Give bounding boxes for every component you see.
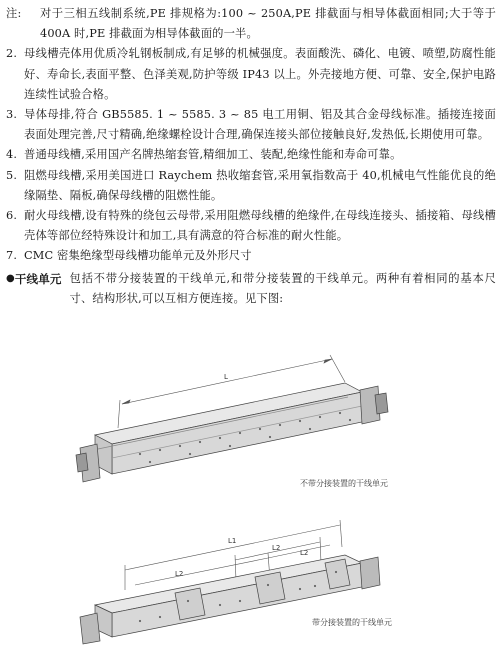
dimension-label-L: L — [224, 373, 228, 381]
section-description: 包括不带分接装置的干线单元,和带分接装置的干线单元。两种有着相同的基本尺寸、结构形状,可以互相方便连接。见下图: — [69, 271, 496, 305]
list-item — [6, 206, 496, 246]
figure-unit-without-tap — [0, 350, 500, 500]
list-item-number: 2. — [6, 47, 18, 61]
list-item — [6, 166, 496, 206]
list-item-text: CMC 密集绝缘型母线槽功能单元及外形尺寸 — [24, 249, 252, 263]
list-item-number: 7. — [6, 249, 18, 263]
section-heading — [6, 269, 496, 309]
list-item — [6, 246, 496, 266]
list-item-text: 阻燃母线槽,采用美国进口 Raychem 热收缩套管,采用氧指数高于 40,机械电气性能优良的绝缘隔垫、隔板,确保母线槽的阻燃性能。 — [24, 168, 496, 202]
list-item — [6, 105, 496, 145]
note-item — [6, 4, 496, 44]
list-item-text: 普通母线槽,采用国产名牌热缩套管,精细加工、装配,绝缘性能和寿命可靠。 — [24, 148, 402, 162]
list-item — [6, 44, 496, 105]
list-item-number: 3. — [6, 108, 18, 122]
section-title: 干线单元 — [14, 271, 62, 286]
note-text: 对于三相五线制系统,PE 排规格为:100 ~ 250A,PE 排截面与相导体截面相同;大于等于 400A 时,PE 排截面为相导体截面的一半。 — [40, 7, 496, 41]
list-item-number: 6. — [6, 209, 18, 223]
text-block — [6, 4, 496, 309]
list-item-text: 耐火母线槽,设有特殊的绕包云母带,采用阻燃母线槽的绝缘件,在母线连接头、插接箱、母线槽壳体等部位经特殊设计和加工,具有满意的符合标准的耐火性能。 — [24, 209, 496, 243]
list-item — [6, 145, 496, 165]
note-label: 注: — [6, 7, 22, 20]
dimension-label-L2: L2 — [175, 570, 184, 578]
dimension-label-L2: L2 — [300, 549, 309, 557]
busway-drawing-1 — [0, 350, 500, 500]
list-item-text: 导体母排,符合 GB5585. 1 ~ 5585. 3 ~ 85 电工用铜、铝及其合金母线标准。插接连接面表面处理完善,尺寸精确,绝缘螺栓设计合理,确保连接头部位接触良好,发热低,长期使用可靠。 — [24, 108, 496, 142]
figure-caption: 不带分接装置的干线单元 — [300, 479, 388, 488]
dimension-label-L1: L1 — [228, 537, 237, 545]
list-item-text: 母线槽壳体用优质冷轧钢板制成,有足够的机械强度。表面酸洗、磷化、电镀、喷塑,防腐性能好、寿命长,表面平整、色泽美观,防护等级 IP43 以上。外壳接地方便、可靠、安全,保护电路连续性试验合格。 — [24, 47, 496, 101]
bullet-icon: ● — [6, 272, 15, 284]
list-item-number: 5. — [6, 168, 18, 182]
dimension-label-L2: L2 — [272, 544, 281, 552]
busway-drawing-2 — [0, 505, 500, 645]
busway-body-1 — [76, 383, 388, 482]
list-item-number: 4. — [6, 148, 18, 162]
figure-unit-with-tap — [0, 505, 500, 645]
figure-caption: 带分接装置的干线单元 — [312, 618, 392, 627]
